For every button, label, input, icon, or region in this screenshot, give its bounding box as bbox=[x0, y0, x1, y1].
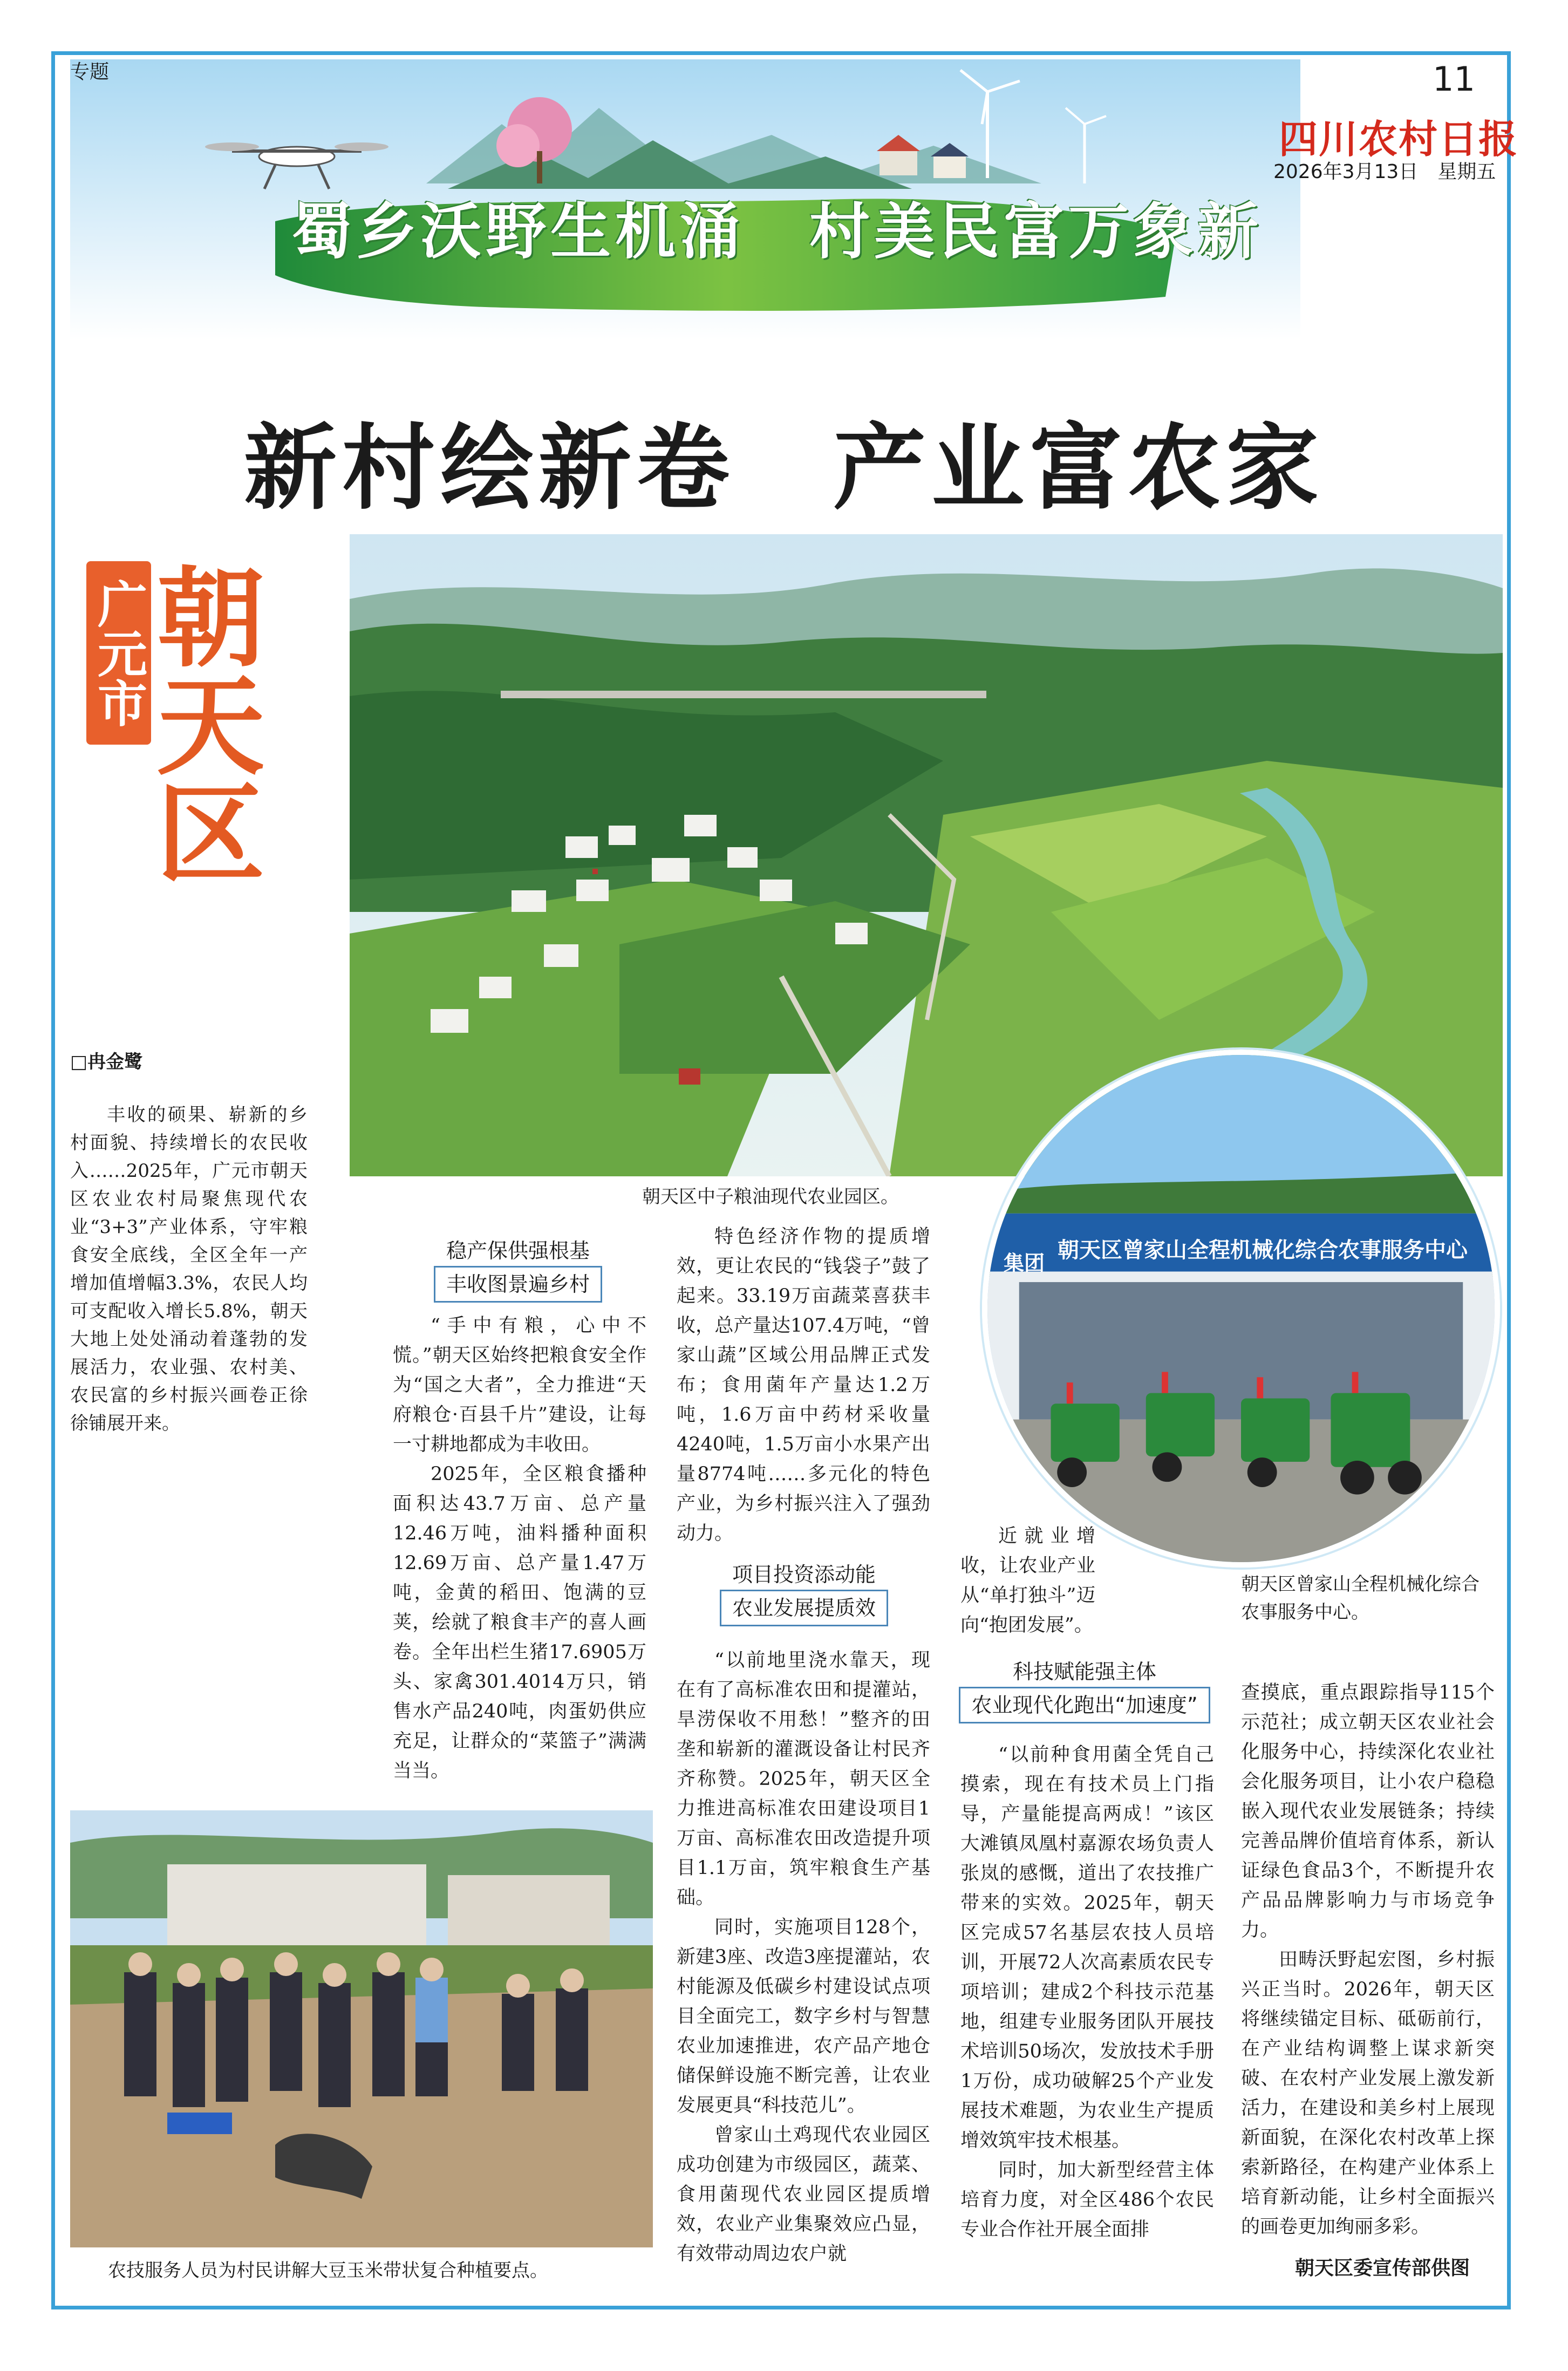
place-tag bbox=[86, 561, 265, 971]
district-label: 朝天区 bbox=[139, 561, 265, 885]
sign-brand: 集团 bbox=[1004, 1251, 1045, 1275]
caption-circle-photo: 朝天区曾家山全程机械化综合农事服务中心。 bbox=[1241, 1573, 1480, 1623]
paragraph: 曾家山土鸡现代农业园区成功创建为市级园区，蔬菜、食用菌现代农业园区提质增效，农业产业集聚效应凸显，有效带动周边农户就 bbox=[677, 2124, 930, 2265]
caption-bottom-photo: 农技服务人员为村民讲解大豆玉米带状复合种植要点。 bbox=[108, 2260, 548, 2281]
subhead-3-line2: 农业现代化跑出“加速度” bbox=[959, 1687, 1210, 1723]
page-number: 11 bbox=[1433, 59, 1475, 99]
column-2 bbox=[677, 1646, 930, 2269]
page-headline: 新村绘新卷 产业富农家 bbox=[244, 414, 1324, 522]
paragraph: 同时，加大新型经营主体培育力度，对全区486个农民专业合作社开展全面排 bbox=[960, 2159, 1214, 2240]
section-label: 专题 bbox=[70, 61, 110, 83]
subhead-1 bbox=[388, 1236, 647, 1303]
banner-title: 蜀乡沃野生机涌 村美民富万象新 bbox=[291, 196, 1263, 267]
paragraph: 查摸底，重点跟踪指导115个示范社；成立朝天区农业社会化服务中心，持续深化农业社会化服务项目，让小农户稳稳嵌入现代农业发展链条；持续完善品牌价值培育体系，新认证绿色食品3个，不断提升农产品品牌影响力与市场竞争力。 bbox=[1241, 1682, 1495, 1941]
masthead: 四川农村日报 bbox=[1279, 116, 1519, 162]
issue-date: 2026年3月13日 星期五 bbox=[1273, 161, 1496, 183]
city-label: 广元市 bbox=[86, 561, 151, 745]
paragraph: 特色经济作物的提质增效，更让农民的“钱袋子”鼓了起来。33.19万亩蔬菜喜获丰收，总产量达107.4万吨，“曾家山蔬”区域公用品牌正式发布；食用菌年产量达1.2万吨，1.6万亩中药材采收量4240吨，1.5万亩小水果产出量8774吨……多元化的特色产业，为乡村振兴注入了强劲动力。 bbox=[677, 1226, 930, 1544]
paragraph: “手中有粮，心中不慌。”朝天区始终把粮食安全作为“国之大者”，全力推进“天府粮仓·百县千片”建设，让每一寸耕地都成为丰收田。 bbox=[393, 1315, 646, 1455]
caption-main-photo: 朝天区中子粮油现代农业园区。 bbox=[642, 1186, 899, 1208]
byline: □冉金鹭 bbox=[70, 1051, 143, 1073]
service-center-illustration bbox=[987, 1055, 1495, 1562]
subhead-1-line1: 稳产保供强根基 bbox=[446, 1239, 590, 1263]
column-2-top bbox=[677, 1222, 930, 1549]
paragraph: 近就业增收，让农业产业从“单打独斗”迈向“抱团发展”。 bbox=[960, 1525, 1095, 1636]
subhead-2 bbox=[674, 1559, 933, 1626]
paragraph: 2025年，全区粮食播种面积达43.7万亩、总产量12.46万吨，油料播种面积12.69万亩、总产量1.47万吨，金黄的稻田、饱满的豆荚，绘就了粮食丰产的喜人画卷。全年出栏生猪17.6905万头、家禽301.4014万只，销售水产品240吨，肉蛋奶供应充足，让群众的“菜篮子”满满当当。 bbox=[393, 1463, 646, 1782]
subhead-3 bbox=[955, 1657, 1214, 1723]
column-3-top bbox=[960, 1522, 1214, 1640]
column-1 bbox=[393, 1311, 646, 1786]
column-3 bbox=[960, 1740, 1214, 2245]
paragraph: 田畴沃野起宏图，乡村振兴正当时。2026年，朝天区将继续锚定目标、砥砺前行，在产业结构调整上谋求新突破、在农村产业发展上激发新活力，在建设和美乡村上展现新面貌，在深化农村改革上探索新路径，在构建产业体系上培育新动能，让乡村全面振兴的画卷更加绚丽多彩。 bbox=[1241, 1949, 1495, 2238]
photo-credit: 朝天区委宣传部供图 bbox=[1295, 2257, 1470, 2279]
subhead-2-line1: 项目投资添动能 bbox=[732, 1563, 876, 1586]
lead-paragraph bbox=[70, 1101, 308, 1437]
paragraph: “以前种食用菌全凭自己摸索，现在有技术员上门指导，产量能提高两成！”该区大滩镇凤凰村嘉源农场负责人张岚的感慨，道出了农技推广带来的实效。2025年，朝天区完成57名基层农技人员培训，开展72人次高素质农民专项培训；建成2个科技示范基地，组建专业服务团队开展技术培训50场次，发放技术手册1万份，成功破解25个产业发展技术难题，为农业生产提质增效筑牢技术根基。 bbox=[960, 1744, 1214, 2151]
lead-text: 丰收的硕果、崭新的乡村面貌、持续增长的农民收入……2025年，广元市朝天区农业农村局聚焦现代农业“3+3”产业体系，守牢粮食安全底线，全区全年一产增加值增幅3.3%，农民人均可支配收入增长5.8%，朝天大地上处处涌动着蓬勃的发展活力，农业强、农村美、农民富的乡村振兴画卷正徐徐铺展开来。 bbox=[70, 1104, 308, 1434]
paragraph: 同时，实施项目128个，新建3座、改造3座提灌站，农村能源及低碳乡村建设试点项目全面完工，数字乡村与智慧农业加速推进，农产品产地仓储保鲜设施不断完善，让农业发展更具“科技范儿”。 bbox=[677, 1917, 930, 2116]
service-center-photo bbox=[982, 1050, 1500, 1568]
subhead-1-line2: 丰收图景遍乡村 bbox=[434, 1266, 602, 1303]
column-4 bbox=[1241, 1678, 1495, 2242]
paragraph: “以前地里浇水靠天，现在有了高标准农田和提灌站，旱涝保收不用愁！”整齐的田垄和崭新的灌溉设备让村民齐齐称赞。2025年，朝天区全力推进高标准农田建设项目1万亩、高标准农田改造提升项目1.1万亩，筑牢粮食生产基础。 bbox=[677, 1650, 930, 1909]
sign-name: 朝天区曾家山全程机械化综合农事服务中心 bbox=[1058, 1238, 1468, 1263]
field-training-photo bbox=[70, 1810, 653, 2247]
subhead-2-line2: 农业发展提质效 bbox=[720, 1590, 888, 1626]
subhead-3-line1: 科技赋能强主体 bbox=[1012, 1660, 1156, 1684]
